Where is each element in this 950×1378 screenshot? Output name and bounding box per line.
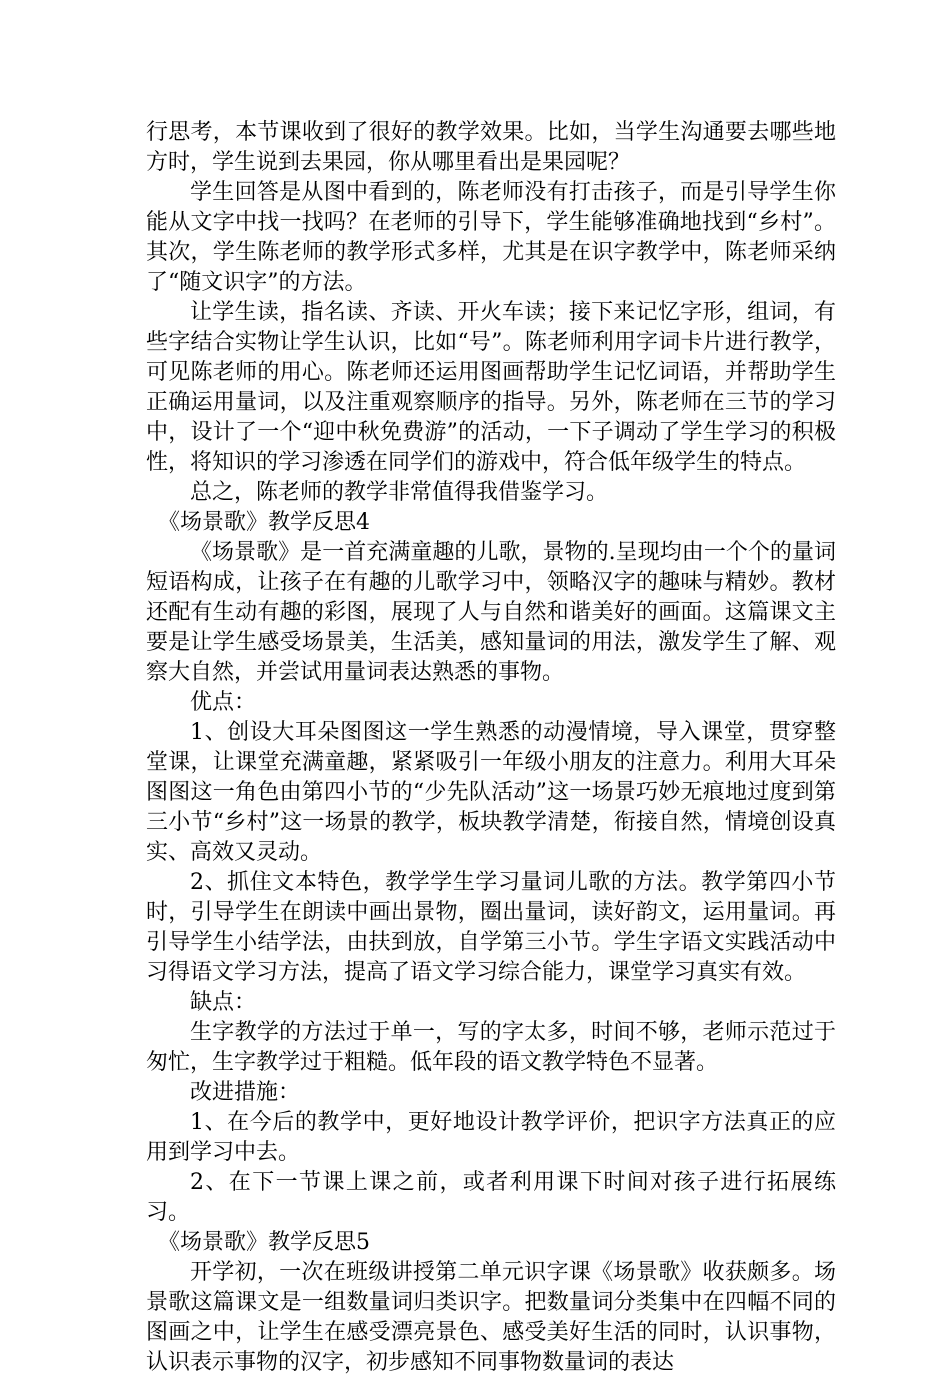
paragraph: 总之，陈老师的教学非常值得我借鉴学习。 [190, 480, 609, 505]
paragraph: 1、在今后的教学中，更好地设计教学评价，把识字方法真正的应用到学习中去。 [146, 1110, 836, 1165]
paragraph: 开学初，一次在班级讲授第二单元识字课《场景歌》收获颇多。场景歌这篇课文是一组数量词归类识字。把数量词分类集中在四幅不同的图画之中，让学生在感受漂亮景色、感受美好生活的同时，认识事物，认识表示事物的汉字，初步感知不同事物数量词的表达 [146, 1260, 836, 1375]
section-heading: 《场景歌》教学反思5 [158, 1230, 370, 1255]
paragraph: 缺点： [190, 990, 257, 1015]
paragraph: 让学生读，指名读、齐读、开火车读；接下来记忆字形，组词，有些字结合实物让学生认识，比如“号”。陈老师利用字词卡片进行教学，可见陈老师的用心。陈老师还运用图画帮助学生记忆词语，并帮助学生正确运用量词，以及注重观察顺序的指导。另外，陈老师在三节的学习中，设计了一个“迎中秋免费游”的活动，一下子调动了学生学习的积极性，将知识的学习渗透在同学们的游戏中，符合低年级学生的特点。 [146, 300, 836, 475]
paragraph: 改进措施： [190, 1080, 301, 1105]
section-heading: 《场景歌》教学反思4 [158, 510, 370, 535]
paragraph: 《场景歌》是一首充满童趣的儿歌，景物的.呈现均由一个个的量词短语构成，让孩子在有趣的儿歌学习中，领略汉字的趣味与精妙。教材还配有生动有趣的彩图，展现了人与自然和谐美好的画面。这篇课文主要是让学生感受场景美，生活美，感知量词的用法，激发学生了解、观察大自然，并尝试用量词表达熟悉的事物。 [146, 540, 836, 685]
document-page [146, 118, 836, 1378]
paragraph: 学生回答是从图中看到的，陈老师没有打击孩子，而是引导学生你能从文字中找一找吗？在老师的引导下，学生能够准确地找到“乡村”。其次，学生陈老师的教学形式多样，尤其是在识字教学中，陈老师采纳了“随文识字”的方法。 [146, 180, 836, 295]
paragraph: 2、抓住文本特色，教学学生学习量词儿歌的方法。教学第四小节时，引导学生在朗读中画出景物，圈出量词，读好韵文，运用量词。再引导学生小结学法，由扶到放，自学第三小节。学生字语文实践活动中习得语文学习方法，提高了语文学习综合能力，课堂学习真实有效。 [146, 870, 836, 985]
paragraph: 优点： [190, 690, 257, 715]
paragraph: 2、在下一节课上课之前，或者利用课下时间对孩子进行拓展练习。 [146, 1170, 836, 1225]
paragraph: 生字教学的方法过于单一，写的字太多，时间不够，老师示范过于匆忙，生字教学过于粗糙。低年段的语文教学特色不显著。 [146, 1020, 836, 1075]
paragraph: 1、创设大耳朵图图这一学生熟悉的动漫情境，导入课堂，贯穿整堂课，让课堂充满童趣，紧紧吸引一年级小朋友的注意力。利用大耳朵图图这一角色由第四小节的“少先队活动”这一场景巧妙无痕地过度到第三小节“乡村”这一场景的教学，板块教学清楚，衔接自然，情境创设真实、高效又灵动。 [146, 720, 836, 865]
paragraph: 行思考，本节课收到了很好的教学效果。比如，当学生沟通要去哪些地方时，学生说到去果园，你从哪里看出是果园呢？ [146, 120, 836, 175]
